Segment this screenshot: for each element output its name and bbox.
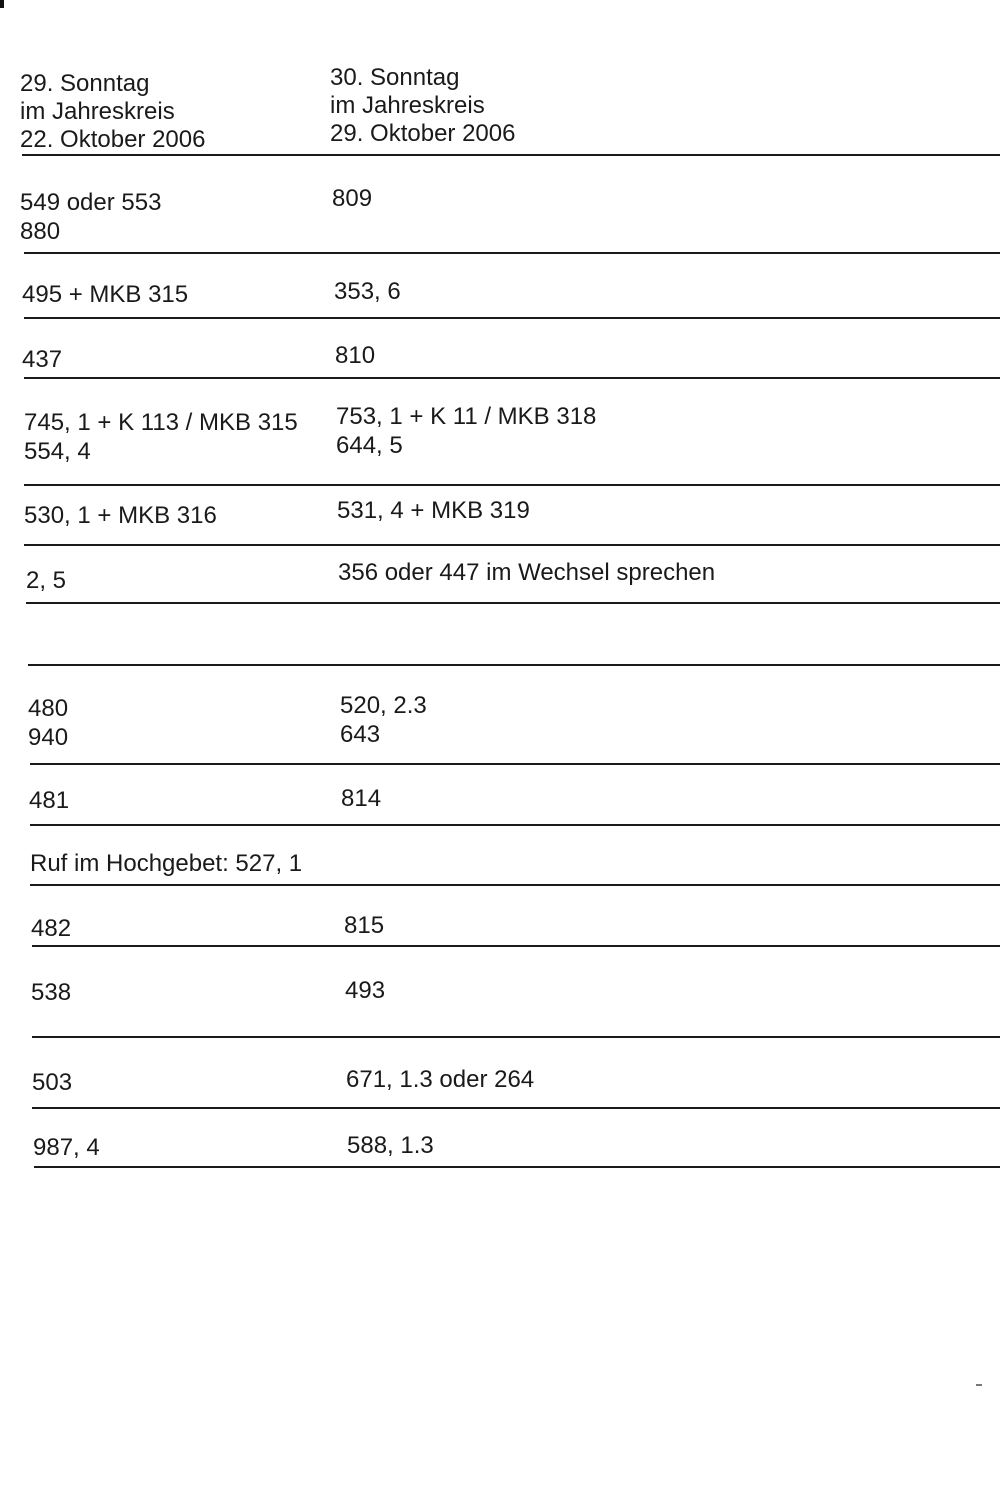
row-4-left-line-2: 554, 4 xyxy=(24,438,91,465)
row-4-left xyxy=(24,408,298,466)
scan-speck xyxy=(976,1384,982,1386)
row-9-left-line-1: 481 xyxy=(29,787,70,814)
table-header xyxy=(0,64,1000,154)
divider xyxy=(24,484,1000,486)
scan-corner-mark xyxy=(0,0,4,8)
row-5-right-line-1: 531, 4 + MKB 319 xyxy=(337,497,530,524)
row-12-left xyxy=(31,978,71,1007)
row-9-right-line-1: 814 xyxy=(341,785,382,812)
row-15-left-line-1: 987, 4 xyxy=(33,1134,100,1161)
row-5-right xyxy=(337,496,530,525)
header-left-line-3: 22. Oktober 2006 xyxy=(20,126,206,153)
header-right-line-3: 29. Oktober 2006 xyxy=(330,120,516,147)
row-6-right xyxy=(338,558,715,587)
divider xyxy=(24,317,1000,319)
row-6-left-line-1: 2, 5 xyxy=(26,567,67,594)
row-11-right xyxy=(344,911,384,940)
row-3-right-line-1: 810 xyxy=(335,342,376,369)
row-1-left-line-1: 549 oder 553 xyxy=(20,189,162,216)
divider xyxy=(30,884,1000,886)
header-left-line-2: im Jahreskreis xyxy=(20,98,175,125)
divider xyxy=(24,377,1000,379)
header-right-line-2: im Jahreskreis xyxy=(330,92,485,119)
header-left-line-1: 29. Sonntag xyxy=(20,70,150,97)
row-14-right xyxy=(346,1065,534,1094)
row-2-left xyxy=(22,280,188,309)
header-left-column xyxy=(20,70,205,154)
row-11-right-line-1: 815 xyxy=(344,912,385,939)
row-4-right-line-2: 644, 5 xyxy=(336,432,403,459)
row-11-left xyxy=(31,914,71,943)
row-8-left-line-2: 940 xyxy=(28,724,69,751)
row-1-right xyxy=(332,184,372,213)
row-1-left-line-2: 880 xyxy=(20,218,61,245)
divider xyxy=(22,154,1000,156)
row-9-right xyxy=(341,784,381,813)
row-4-left-line-1: 745, 1 + K 113 / MKB 315 xyxy=(24,409,298,436)
row-1-right-line-1: 809 xyxy=(332,185,373,212)
row-15-left xyxy=(33,1133,100,1162)
row-8-right-line-2: 643 xyxy=(340,721,381,748)
divider xyxy=(32,945,1000,947)
row-6-right-line-1: 356 oder 447 im Wechsel sprechen xyxy=(338,559,716,586)
row-14-left xyxy=(32,1068,72,1097)
header-right-column xyxy=(330,64,515,148)
row-8-left xyxy=(28,694,68,752)
divider xyxy=(24,544,1000,546)
divider xyxy=(26,602,1000,604)
row-8-right xyxy=(340,691,427,749)
row-14-left-line-1: 503 xyxy=(32,1069,73,1096)
row-8-right-line-1: 520, 2.3 xyxy=(340,692,427,719)
row-3-right xyxy=(335,341,375,370)
row-5-left-line-1: 530, 1 + MKB 316 xyxy=(24,502,217,529)
divider xyxy=(34,1166,1000,1168)
divider xyxy=(32,1036,1000,1038)
row-10-full xyxy=(30,849,302,878)
row-6-left xyxy=(26,566,66,595)
ruf-im-hochgebet-text: Ruf im Hochgebet: 527, 1 xyxy=(30,850,303,877)
row-14-right-line-1: 671, 1.3 oder 264 xyxy=(346,1066,535,1093)
row-2-left-line-1: 495 + MKB 315 xyxy=(22,281,189,308)
row-12-right-line-1: 493 xyxy=(345,977,386,1004)
divider xyxy=(24,252,1000,254)
row-15-right-line-1: 588, 1.3 xyxy=(347,1132,434,1159)
row-12-left-line-1: 538 xyxy=(31,979,72,1006)
row-1-left xyxy=(20,188,161,246)
row-2-right xyxy=(334,277,401,306)
divider xyxy=(30,824,1000,826)
row-4-right xyxy=(336,402,596,460)
row-3-left-line-1: 437 xyxy=(22,346,63,373)
header-right-line-1: 30. Sonntag xyxy=(330,64,460,91)
row-4-right-line-1: 753, 1 + K 11 / MKB 318 xyxy=(336,403,597,430)
divider xyxy=(28,664,1000,666)
row-11-left-line-1: 482 xyxy=(31,915,72,942)
row-8-left-line-1: 480 xyxy=(28,695,69,722)
row-15-right xyxy=(347,1131,434,1160)
row-12-right xyxy=(345,976,385,1005)
row-9-left xyxy=(29,786,69,815)
row-3-left xyxy=(22,345,62,374)
divider xyxy=(32,1107,1000,1109)
row-5-left xyxy=(24,501,217,530)
divider xyxy=(30,763,1000,765)
row-2-right-line-1: 353, 6 xyxy=(334,278,401,305)
